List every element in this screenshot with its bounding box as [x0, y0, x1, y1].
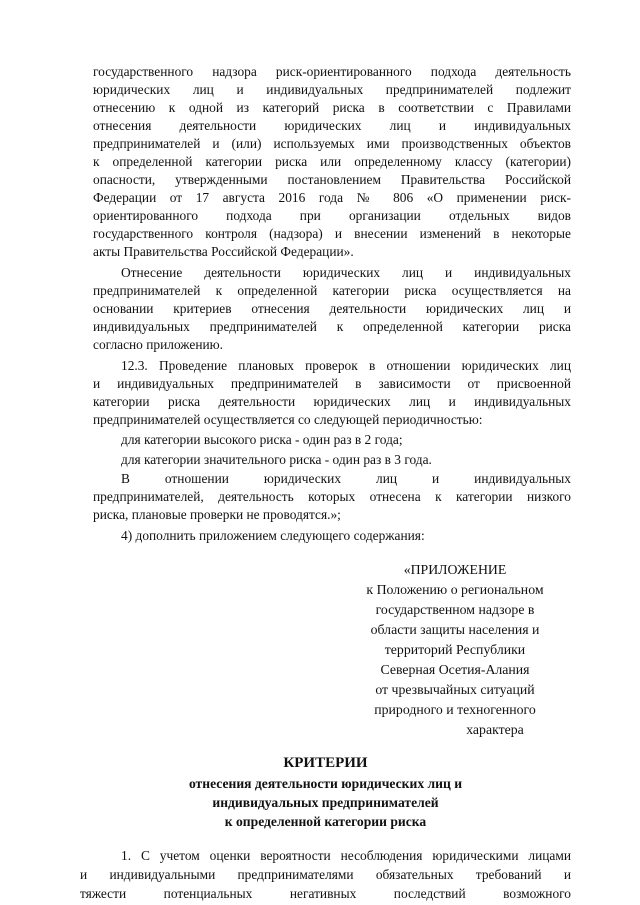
- list-item: для категории значительного риска - один раз в 3 года.: [121, 452, 432, 467]
- criteria-subtitle: отнесения деятельности юридических лиц и: [188, 776, 463, 791]
- paragraph-line: отнесения деятельности юридических лиц и индивидуальных: [93, 118, 571, 133]
- paragraph-line: опасности, утвержденными постановлением Правительства Российской: [93, 172, 571, 187]
- paragraph-line: основании критериев отнесения деятельности юридических лиц и: [93, 301, 571, 316]
- appendix-line: характера: [466, 722, 524, 737]
- criteria-title: КРИТЕРИИ: [283, 755, 368, 771]
- paragraph-line: к определенной категории риска или определенному классу (категории): [93, 154, 571, 169]
- paragraph-line: 1. С учетом оценки вероятности несоблюдения юридическими лицами: [121, 848, 571, 863]
- paragraph-line: и индивидуальных предпринимателей в зависимости от присвоенной: [93, 376, 571, 391]
- paragraph-line: категории риска деятельности юридических лиц и индивидуальных: [93, 394, 571, 409]
- criteria-subtitle: индивидуальных предпринимателей: [212, 795, 439, 810]
- paragraph-line: риска, плановые проверки не проводятся.»;: [93, 507, 341, 522]
- appendix-line: к Положению о региональном: [366, 582, 544, 597]
- paragraph-line: предпринимателей к определенной категории риска осуществляется на: [93, 283, 571, 298]
- paragraph-line: 12.3. Проведение плановых проверок в отношении юридических лиц: [121, 358, 571, 373]
- paragraph-line: Федерации от 17 августа 2016 года № 806 «О применении риск-: [93, 190, 571, 205]
- paragraph-line: 4) дополнить приложением следующего содержания:: [121, 528, 425, 543]
- paragraph-line: и индивидуальными предпринимателями обязательных требований и: [80, 867, 571, 882]
- paragraph-line: отнесению к одной из категорий риска в соответствии с Правилами: [93, 100, 571, 115]
- criteria-subtitle: к определенной категории риска: [224, 814, 427, 829]
- paragraph-line: индивидуальных предпринимателей к определенной категории риска: [93, 319, 571, 334]
- appendix-line: области защиты населения и: [370, 622, 540, 637]
- appendix-title: «ПРИЛОЖЕНИЕ: [403, 562, 507, 577]
- list-item: для категории высокого риска - один раз в 2 года;: [121, 432, 403, 447]
- appendix-line: от чрезвычайных ситуаций: [375, 682, 535, 697]
- appendix-line: природного и техногенного: [374, 702, 536, 717]
- paragraph-line: государственного надзора риск-ориентированного подхода деятельность: [93, 64, 571, 79]
- paragraph-line: государственного контроля (надзора) и внесении изменений в некоторые: [93, 226, 571, 241]
- paragraph-line: акты Правительства Российской Федерации».: [93, 244, 354, 259]
- paragraph-line: предпринимателей осуществляется со следующей периодичностью:: [93, 412, 483, 427]
- paragraph-line: предпринимателей, деятельность которых отнесена к категории низкого: [93, 489, 571, 504]
- paragraph-line: В отношении юридических лиц и индивидуальных: [121, 471, 571, 486]
- paragraph-line: предпринимателей и (или) используемых ими производственных объектов: [93, 136, 571, 151]
- appendix-line: государственном надзоре в: [375, 602, 535, 617]
- paragraph-line: ориентированного подхода при организации отдельных видов: [93, 208, 571, 223]
- appendix-line: территорий Республики: [384, 642, 526, 657]
- paragraph-line: тяжести потенциальных негативных последствий возможного: [80, 886, 571, 901]
- paragraph-line: Отнесение деятельности юридических лиц и индивидуальных: [121, 265, 571, 280]
- paragraph-line: юридических лиц и индивидуальных предпринимателей подлежит: [93, 82, 571, 97]
- appendix-line: Северная Осетия-Алания: [380, 662, 530, 677]
- paragraph-line: согласно приложению.: [93, 337, 224, 352]
